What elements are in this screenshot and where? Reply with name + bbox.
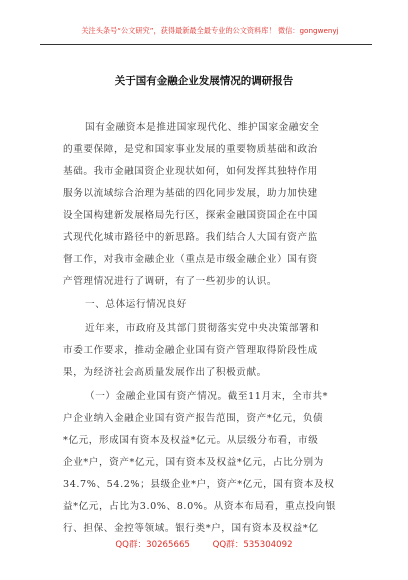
paragraph-line: 益*亿元，占比为3.0%、8.0%。从资本布局看，重点投向银 [63,501,337,512]
paragraph-line: 式现代化城市路径中的新思路。我们结合人大国有资产监 [63,232,318,243]
paragraph-line: 设全国构建新发展格局先行区，探索金融国资国企在中国 [63,210,318,221]
paragraph-line: *亿元，形成国有资本及权益*亿元。从层级分布看，市级 [63,435,319,446]
paragraph-line: 基础。我市金融国资企业现状如何，如何发挥其独特作用 [63,166,318,177]
paragraph-line: 户企业纳入金融企业国有资产报告范围，资产*亿元，负债 [63,413,324,424]
header-banner: 关注头条号“公文研究”，获得最新最全最专业的公文资料库！ 微信：gongwenyj [81,26,339,35]
section-heading: 一、总体运行情况良好 [85,299,187,310]
paragraph-line: 市委工作要求，推动金融企业国有资产管理取得阶段性成 [63,345,318,356]
footer-qq-group-2: QQ群：535304092 [212,540,293,550]
paragraph-line: 企业*户，资产*亿元，国有资本及权益*亿元，占比分别为 [63,457,324,468]
document-title: 关于国有金融企业发展情况的调研报告 [114,75,294,87]
footer [0,538,408,550]
paragraph-line: 产管理情况进行了调研，有了一些初步的认识。 [63,276,278,287]
paragraph-line: 服务以流域综合治理为基础的四化同步发展，助力加快建 [63,188,318,199]
paragraph-line: 34.7%、54.2%；县级企业*户，资产*亿元，国有资本及权 [63,479,335,490]
paragraph-line: 督工作，对我市金融企业（重点是市级金融企业）国有资 [63,254,318,265]
paragraph-line: 的重要保障，是党和国家事业发展的重要物质基础和政治 [63,144,318,155]
paragraph-line: （一）金融企业国有资产情况。截至11月末，全市共* [85,391,329,402]
paragraph-line: 国有金融资本是推进国家现代化、维护国家金融安全 [85,122,320,133]
header-divider [40,44,372,45]
footer-qq-group-1: QQ群：30265665 [115,540,190,550]
paragraph-line: 果，为经济社会高质量发展作出了积极贡献。 [63,367,267,378]
paragraph-line: 近年来，市政府及其部门贯彻落实党中央决策部署和 [85,323,320,334]
paragraph-line: 行、担保、金控等领域。银行类*户，国有资本及权益*亿 [63,523,319,534]
